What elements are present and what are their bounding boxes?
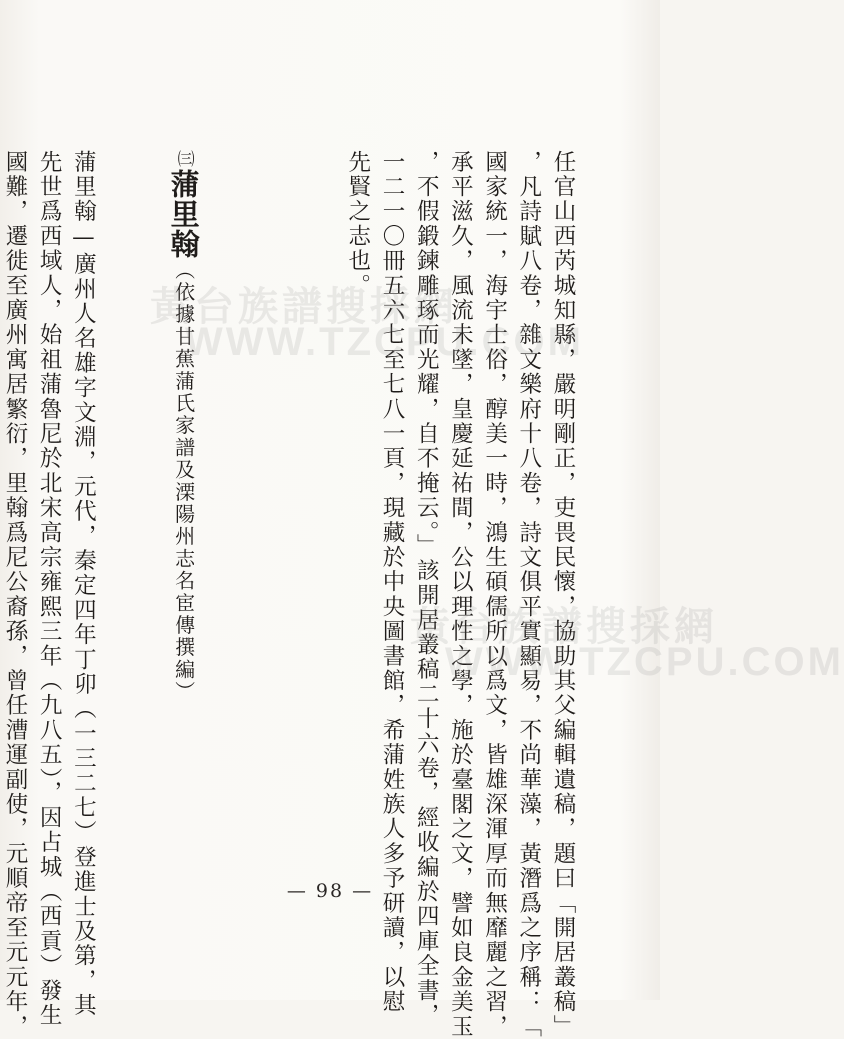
text-column: 國難，遷徙至廣州寓居繁衍，里翰爲尼公裔孫，曾任漕運副使，元順帝至元元年， <box>1 150 28 1039</box>
column-spacer <box>144 150 166 870</box>
watermark-name: 黃台族譜搜採網 <box>150 285 458 329</box>
section-name: 蒲里翰 <box>166 169 201 260</box>
text-column: 國家統一，海宇士俗，醇美一時，鴻生碩儒所以爲文，皆雄深渾厚而無靡麗之習， <box>481 150 508 1039</box>
text-column: 承平滋久，風流未墜，皇慶延祐間，公以理性之學，施於臺閣之文，譬如良金美玉 <box>447 150 474 1039</box>
text-column: ，不假鍛鍊雕琢而光耀，自不掩云。」該開居叢稿二十六卷，經收編於四庫全書， <box>413 150 440 1028</box>
column-spacer <box>319 150 341 870</box>
watermark-url: WWW.TZCPU.COM <box>445 640 844 684</box>
text-column: 一二一〇冊五六七至七八一頁，現藏於中央圖書館，希蒲姓族人多予研讀，以慰 <box>378 150 405 1015</box>
watermark-url: WWW.TZCPU.COM <box>185 320 584 364</box>
text-column: 先世爲西域人，始祖蒲魯尼於北宋高宗雍熙三年（九八五），因占城（西貢）發生 <box>36 150 63 1028</box>
text-column: ，凡詩賦八卷，雜文樂府十八卷，詩文俱平實顯易，不尚華藻，黃潛爲之序稱：「 <box>515 150 542 1039</box>
watermark-name: 黃台族譜搜採網 <box>410 605 718 649</box>
section-source-note: （依據甘蕉蒲氏家譜及溧陽州志名宦傳撰編） <box>171 259 196 704</box>
page-number: — 98 — <box>286 880 374 902</box>
section-number: ㈢ <box>173 150 194 170</box>
text-column: 蒲里翰—廣州人名雄字文淵，元代，秦定四年丁卯（一三二七）登進士及第，其 <box>70 150 97 1018</box>
text-column: 任官山西芮城知縣，嚴明剛正，吏畏民懷，協助其父編輯遺稿，題曰「開居叢稿」 <box>550 150 576 1039</box>
section-heading <box>166 150 318 870</box>
text-column: 先賢之志也。 <box>344 150 371 299</box>
